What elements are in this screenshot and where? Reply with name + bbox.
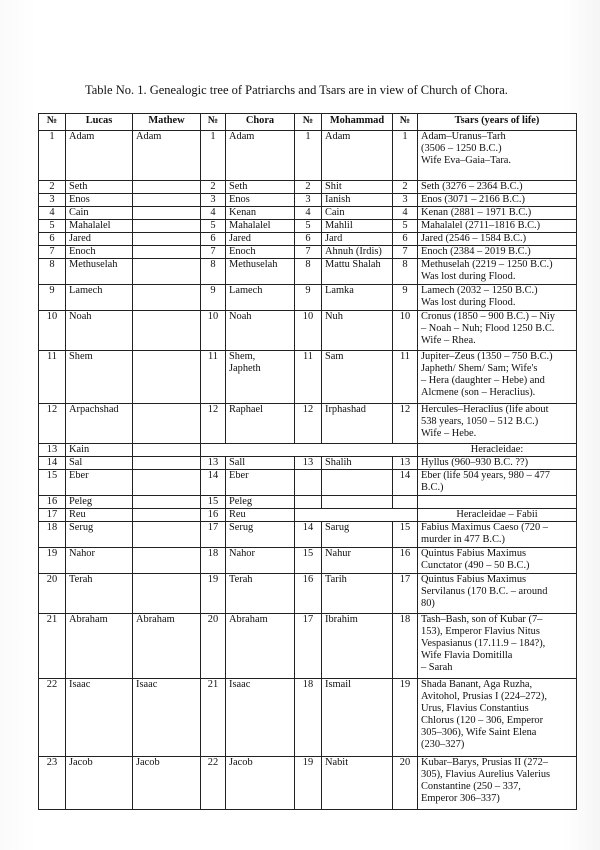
mathew-name <box>133 246 201 259</box>
mohammad-name: Tarih <box>322 574 393 614</box>
row-number-chora: 12 <box>201 404 226 444</box>
col-header-number-lucas: № <box>39 114 66 131</box>
row-number-tsars: 20 <box>393 757 418 810</box>
row-number-mohammad: 13 <box>295 457 322 470</box>
table-row <box>39 131 577 181</box>
table-row <box>39 509 577 522</box>
chora-name: Noah <box>226 311 295 351</box>
mathew-name <box>133 457 201 470</box>
chora-name: Enoch <box>226 246 295 259</box>
mohammad-name: Ianish <box>322 194 393 207</box>
row-number-mohammad: 15 <box>295 548 322 574</box>
table-row <box>39 548 577 574</box>
table-row <box>39 522 577 548</box>
row-number-tsars: 16 <box>393 548 418 574</box>
table-caption: Table No. 1. Genealogic tree of Patriarchs and Tsars are in view of Church of Chora. <box>85 83 508 97</box>
tsar-entry: Adam–Uranus–Tarh (3506 – 1250 B.C.) Wife Eva–Gaia–Tara. <box>418 131 577 181</box>
row-number-chora: 6 <box>201 233 226 246</box>
row-number-chora: 2 <box>201 181 226 194</box>
lucas-name: Enoch <box>66 246 133 259</box>
row-number-lucas: 20 <box>39 574 66 614</box>
mathew-name <box>133 404 201 444</box>
genealogy-table <box>38 113 577 810</box>
table-row <box>39 470 577 496</box>
row-number-chora: 10 <box>201 311 226 351</box>
mohammad-name: Ismail <box>322 679 393 757</box>
row-number-chora: 22 <box>201 757 226 810</box>
mathew-name <box>133 233 201 246</box>
table-body <box>39 131 577 810</box>
mohammad-name: Ibrahim <box>322 614 393 679</box>
row-number-tsars: 11 <box>393 351 418 404</box>
row-number-lucas: 5 <box>39 220 66 233</box>
tsar-entry: Eber (life 504 years, 980 – 477 B.C.) <box>418 470 577 496</box>
mathew-name <box>133 285 201 311</box>
mathew-name <box>133 311 201 351</box>
col-header-number-mohammad: № <box>295 114 322 131</box>
table-row <box>39 207 577 220</box>
tsar-entry: Tash–Bash, son of Kubar (7– 153), Emperor Flavius Nitus Vespasianus (17.11.9 – 184?), Wife Flavia Domitilla – Sarah <box>418 614 577 679</box>
tsar-entry <box>418 496 577 509</box>
table-row <box>39 457 577 470</box>
table-row <box>39 404 577 444</box>
row-number-tsars: 17 <box>393 574 418 614</box>
lucas-name: Cain <box>66 207 133 220</box>
lucas-name: Noah <box>66 311 133 351</box>
lucas-name: Nahor <box>66 548 133 574</box>
chora-name: Jacob <box>226 757 295 810</box>
row-number-chora: 21 <box>201 679 226 757</box>
row-number-chora: 11 <box>201 351 226 404</box>
tsar-entry: Seth (3276 – 2364 B.C.) <box>418 181 577 194</box>
lucas-name: Isaac <box>66 679 133 757</box>
row-number-mohammad: 2 <box>295 181 322 194</box>
chora-name: Terah <box>226 574 295 614</box>
mohammad-name: Irphashad <box>322 404 393 444</box>
mohammad-name: Ahnuh (Irdis) <box>322 246 393 259</box>
row-number-chora: 8 <box>201 259 226 285</box>
row-number-lucas: 10 <box>39 311 66 351</box>
row-number-lucas: 18 <box>39 522 66 548</box>
row-number-tsars: 6 <box>393 233 418 246</box>
row-number-lucas: 13 <box>39 444 66 457</box>
mohammad-name <box>322 470 393 496</box>
row-number-tsars: 2 <box>393 181 418 194</box>
lucas-name: Kain <box>66 444 133 457</box>
row-number-mohammad: 1 <box>295 131 322 181</box>
mathew-name: Isaac <box>133 679 201 757</box>
row-number-mohammad: 19 <box>295 757 322 810</box>
col-header-chora: Chora <box>226 114 295 131</box>
lucas-name: Mahalalel <box>66 220 133 233</box>
mohammad-name <box>322 496 393 509</box>
row-number-tsars: 4 <box>393 207 418 220</box>
chora-name: Enos <box>226 194 295 207</box>
mohammad-name: Cain <box>322 207 393 220</box>
chora-name: Serug <box>226 522 295 548</box>
row-number-mohammad: 12 <box>295 404 322 444</box>
mathew-name <box>133 351 201 404</box>
row-number-lucas: 16 <box>39 496 66 509</box>
row-number-chora: 20 <box>201 614 226 679</box>
row-number-mohammad: 8 <box>295 259 322 285</box>
mohammad-name: Nuh <box>322 311 393 351</box>
mohammad-name: Jard <box>322 233 393 246</box>
row-number-chora: 14 <box>201 470 226 496</box>
lucas-name: Reu <box>66 509 133 522</box>
tsar-entry: Hyllus (960–930 B.C. ??) <box>418 457 577 470</box>
lucas-name: Adam <box>66 131 133 181</box>
row-number-chora: 17 <box>201 522 226 548</box>
tsar-entry: Quintus Fabius Maximus Cunctator (490 – 50 B.C.) <box>418 548 577 574</box>
chora-name: Reu <box>226 509 295 522</box>
table-row <box>39 351 577 404</box>
mohammad-name: Mahlil <box>322 220 393 233</box>
tsar-entry: Lamech (2032 – 1250 B.C.) Was lost during Flood. <box>418 285 577 311</box>
row-number-tsars: 13 <box>393 457 418 470</box>
row-number-mohammad: 4 <box>295 207 322 220</box>
row-number-tsars: 19 <box>393 679 418 757</box>
mathew-name <box>133 548 201 574</box>
row-number-lucas: 15 <box>39 470 66 496</box>
row-number-lucas: 9 <box>39 285 66 311</box>
row-number-tsars: 1 <box>393 131 418 181</box>
lucas-name: Seth <box>66 181 133 194</box>
row-number-chora: 7 <box>201 246 226 259</box>
chora-name: Methuselah <box>226 259 295 285</box>
mathew-name <box>133 194 201 207</box>
chora-name: Adam <box>226 131 295 181</box>
row-number-mohammad: 17 <box>295 614 322 679</box>
mohammad-name: Sam <box>322 351 393 404</box>
mathew-name <box>133 509 201 522</box>
row-number-tsars: 12 <box>393 404 418 444</box>
row-number-chora: 16 <box>201 509 226 522</box>
lucas-name: Peleg <box>66 496 133 509</box>
chora-name: Mahalalel <box>226 220 295 233</box>
tsar-entry: Jared (2546 – 1584 B.C.) <box>418 233 577 246</box>
lucas-name: Enos <box>66 194 133 207</box>
row-number-lucas: 6 <box>39 233 66 246</box>
row-number-lucas: 23 <box>39 757 66 810</box>
row-number-lucas: 1 <box>39 131 66 181</box>
row-number-mohammad: 18 <box>295 679 322 757</box>
col-header-mohammad: Mohammad <box>322 114 393 131</box>
row-number-lucas: 19 <box>39 548 66 574</box>
mathew-name <box>133 522 201 548</box>
lucas-name: Jared <box>66 233 133 246</box>
row-number-mohammad: 5 <box>295 220 322 233</box>
tsar-entry: Enos (3071 – 2166 B.C.) <box>418 194 577 207</box>
mathew-name <box>133 181 201 194</box>
row-number-tsars: 15 <box>393 522 418 548</box>
row-number-chora: 9 <box>201 285 226 311</box>
section-heading: Heracleidae: <box>418 444 577 457</box>
row-number-chora: 3 <box>201 194 226 207</box>
lucas-name: Eber <box>66 470 133 496</box>
lucas-name: Methuselah <box>66 259 133 285</box>
row-number-mohammad <box>295 470 322 496</box>
tsar-entry: Kubar–Barys, Prusias II (272– 305), Flavius Aurelius Valerius Constantine (250 – 337, Emperor 306–337) <box>418 757 577 810</box>
lucas-name: Terah <box>66 574 133 614</box>
row-number-lucas: 8 <box>39 259 66 285</box>
section-heading: Heracleidae – Fabii <box>418 509 577 522</box>
row-number-tsars: 8 <box>393 259 418 285</box>
tsar-entry: Fabius Maximus Caeso (720 – murder in 477 B.C.) <box>418 522 577 548</box>
mathew-name <box>133 207 201 220</box>
table-row <box>39 233 577 246</box>
tsar-entry: Kenan (2881 – 1971 B.C.) <box>418 207 577 220</box>
chora-name: Peleg <box>226 496 295 509</box>
chora-name: Jared <box>226 233 295 246</box>
row-number-tsars: 14 <box>393 470 418 496</box>
row-number-chora: 5 <box>201 220 226 233</box>
mathew-name <box>133 259 201 285</box>
chora-name: Nahor <box>226 548 295 574</box>
tsar-entry: Jupiter–Zeus (1350 – 750 B.C.) Japheth/ Shem/ Sam; Wife's – Hera (daughter – Hebe) and Alcmene (son – Heraclius). <box>418 351 577 404</box>
mohammad-name: Adam <box>322 131 393 181</box>
row-number-mohammad: 11 <box>295 351 322 404</box>
col-header-lucas: Lucas <box>66 114 133 131</box>
mohammad-name: Shalih <box>322 457 393 470</box>
tsar-entry: Cronus (1850 – 900 B.C.) – Niy – Noah – Nuh; Flood 1250 B.C. Wife – Rhea. <box>418 311 577 351</box>
row-number-mohammad: 3 <box>295 194 322 207</box>
col-header-number-tsars: № <box>393 114 418 131</box>
row-number-lucas: 21 <box>39 614 66 679</box>
mohammad-name: Nahur <box>322 548 393 574</box>
mathew-name: Jacob <box>133 757 201 810</box>
table-row <box>39 285 577 311</box>
table-row <box>39 757 577 810</box>
col-header-number-chora: № <box>201 114 226 131</box>
chora-name: Seth <box>226 181 295 194</box>
row-number-mohammad: 9 <box>295 285 322 311</box>
lucas-name: Sal <box>66 457 133 470</box>
table-row <box>39 496 577 509</box>
table-row <box>39 246 577 259</box>
row-number-mohammad: 6 <box>295 233 322 246</box>
row-number-tsars: 9 <box>393 285 418 311</box>
table-row <box>39 574 577 614</box>
row-number-lucas: 17 <box>39 509 66 522</box>
table-row <box>39 679 577 757</box>
col-header-tsars: Tsars (years of life) <box>418 114 577 131</box>
row-number-mohammad: 14 <box>295 522 322 548</box>
chora-name: Abraham <box>226 614 295 679</box>
row-number-mohammad: 10 <box>295 311 322 351</box>
chora-name: Eber <box>226 470 295 496</box>
chora-name: Shem, Japheth <box>226 351 295 404</box>
row-number-tsars: 10 <box>393 311 418 351</box>
row-number-chora: 4 <box>201 207 226 220</box>
table-row <box>39 311 577 351</box>
row-number-mohammad: 16 <box>295 574 322 614</box>
mathew-name <box>133 574 201 614</box>
row-number-lucas: 3 <box>39 194 66 207</box>
lucas-name: Jacob <box>66 757 133 810</box>
row-number-lucas: 22 <box>39 679 66 757</box>
row-number-lucas: 12 <box>39 404 66 444</box>
row-number-chora: 19 <box>201 574 226 614</box>
mathew-name <box>133 470 201 496</box>
row-number-lucas: 2 <box>39 181 66 194</box>
mathew-name: Abraham <box>133 614 201 679</box>
mohammad-name: Sarug <box>322 522 393 548</box>
row-number-lucas: 7 <box>39 246 66 259</box>
chora-name: Raphael <box>226 404 295 444</box>
row-number-tsars: 18 <box>393 614 418 679</box>
chora-name: Lamech <box>226 285 295 311</box>
mathew-name <box>133 220 201 233</box>
row-number-chora: 13 <box>201 457 226 470</box>
lucas-name: Arpachshad <box>66 404 133 444</box>
table-row <box>39 614 577 679</box>
lucas-name: Lamech <box>66 285 133 311</box>
row-number-chora: 15 <box>201 496 226 509</box>
mathew-name: Adam <box>133 131 201 181</box>
table-row <box>39 220 577 233</box>
row-number-tsars <box>393 496 418 509</box>
tsar-entry: Quintus Fabius Maximus Servilanus (170 B.C. – around 80) <box>418 574 577 614</box>
mohammad-name: Shit <box>322 181 393 194</box>
table-row <box>39 444 577 457</box>
tsar-entry: Methuselah (2219 – 1250 B.C.) Was lost during Flood. <box>418 259 577 285</box>
empty-cell <box>295 509 418 522</box>
empty-cell <box>201 444 418 457</box>
chora-name: Sall <box>226 457 295 470</box>
row-number-lucas: 14 <box>39 457 66 470</box>
row-number-mohammad: 7 <box>295 246 322 259</box>
mohammad-name: Nabit <box>322 757 393 810</box>
tsar-entry: Shada Banant, Aga Ruzha, Avitohol, Prusias I (224–272), Urus, Flavius Constantius Chlorus (120 – 306, Emperor 305–306), Wife Saint Elena (230–327) <box>418 679 577 757</box>
mathew-name <box>133 496 201 509</box>
col-header-mathew: Mathew <box>133 114 201 131</box>
row-number-chora: 1 <box>201 131 226 181</box>
tsar-entry: Hercules–Heraclius (life about 538 years, 1050 – 512 B.C.) Wife – Hebe. <box>418 404 577 444</box>
mohammad-name: Lamka <box>322 285 393 311</box>
row-number-tsars: 5 <box>393 220 418 233</box>
table-row <box>39 259 577 285</box>
row-number-lucas: 11 <box>39 351 66 404</box>
row-number-tsars: 3 <box>393 194 418 207</box>
header-row <box>39 114 577 131</box>
chora-name: Isaac <box>226 679 295 757</box>
table-row <box>39 181 577 194</box>
row-number-mohammad <box>295 496 322 509</box>
tsar-entry: Mahalalel (2711–1816 B.C.) <box>418 220 577 233</box>
mathew-name <box>133 444 201 457</box>
row-number-lucas: 4 <box>39 207 66 220</box>
lucas-name: Shem <box>66 351 133 404</box>
lucas-name: Serug <box>66 522 133 548</box>
row-number-tsars: 7 <box>393 246 418 259</box>
table-row <box>39 194 577 207</box>
tsar-entry: Enoch (2384 – 2019 B.C.) <box>418 246 577 259</box>
row-number-chora: 18 <box>201 548 226 574</box>
chora-name: Kenan <box>226 207 295 220</box>
mohammad-name: Mattu Shalah <box>322 259 393 285</box>
lucas-name: Abraham <box>66 614 133 679</box>
